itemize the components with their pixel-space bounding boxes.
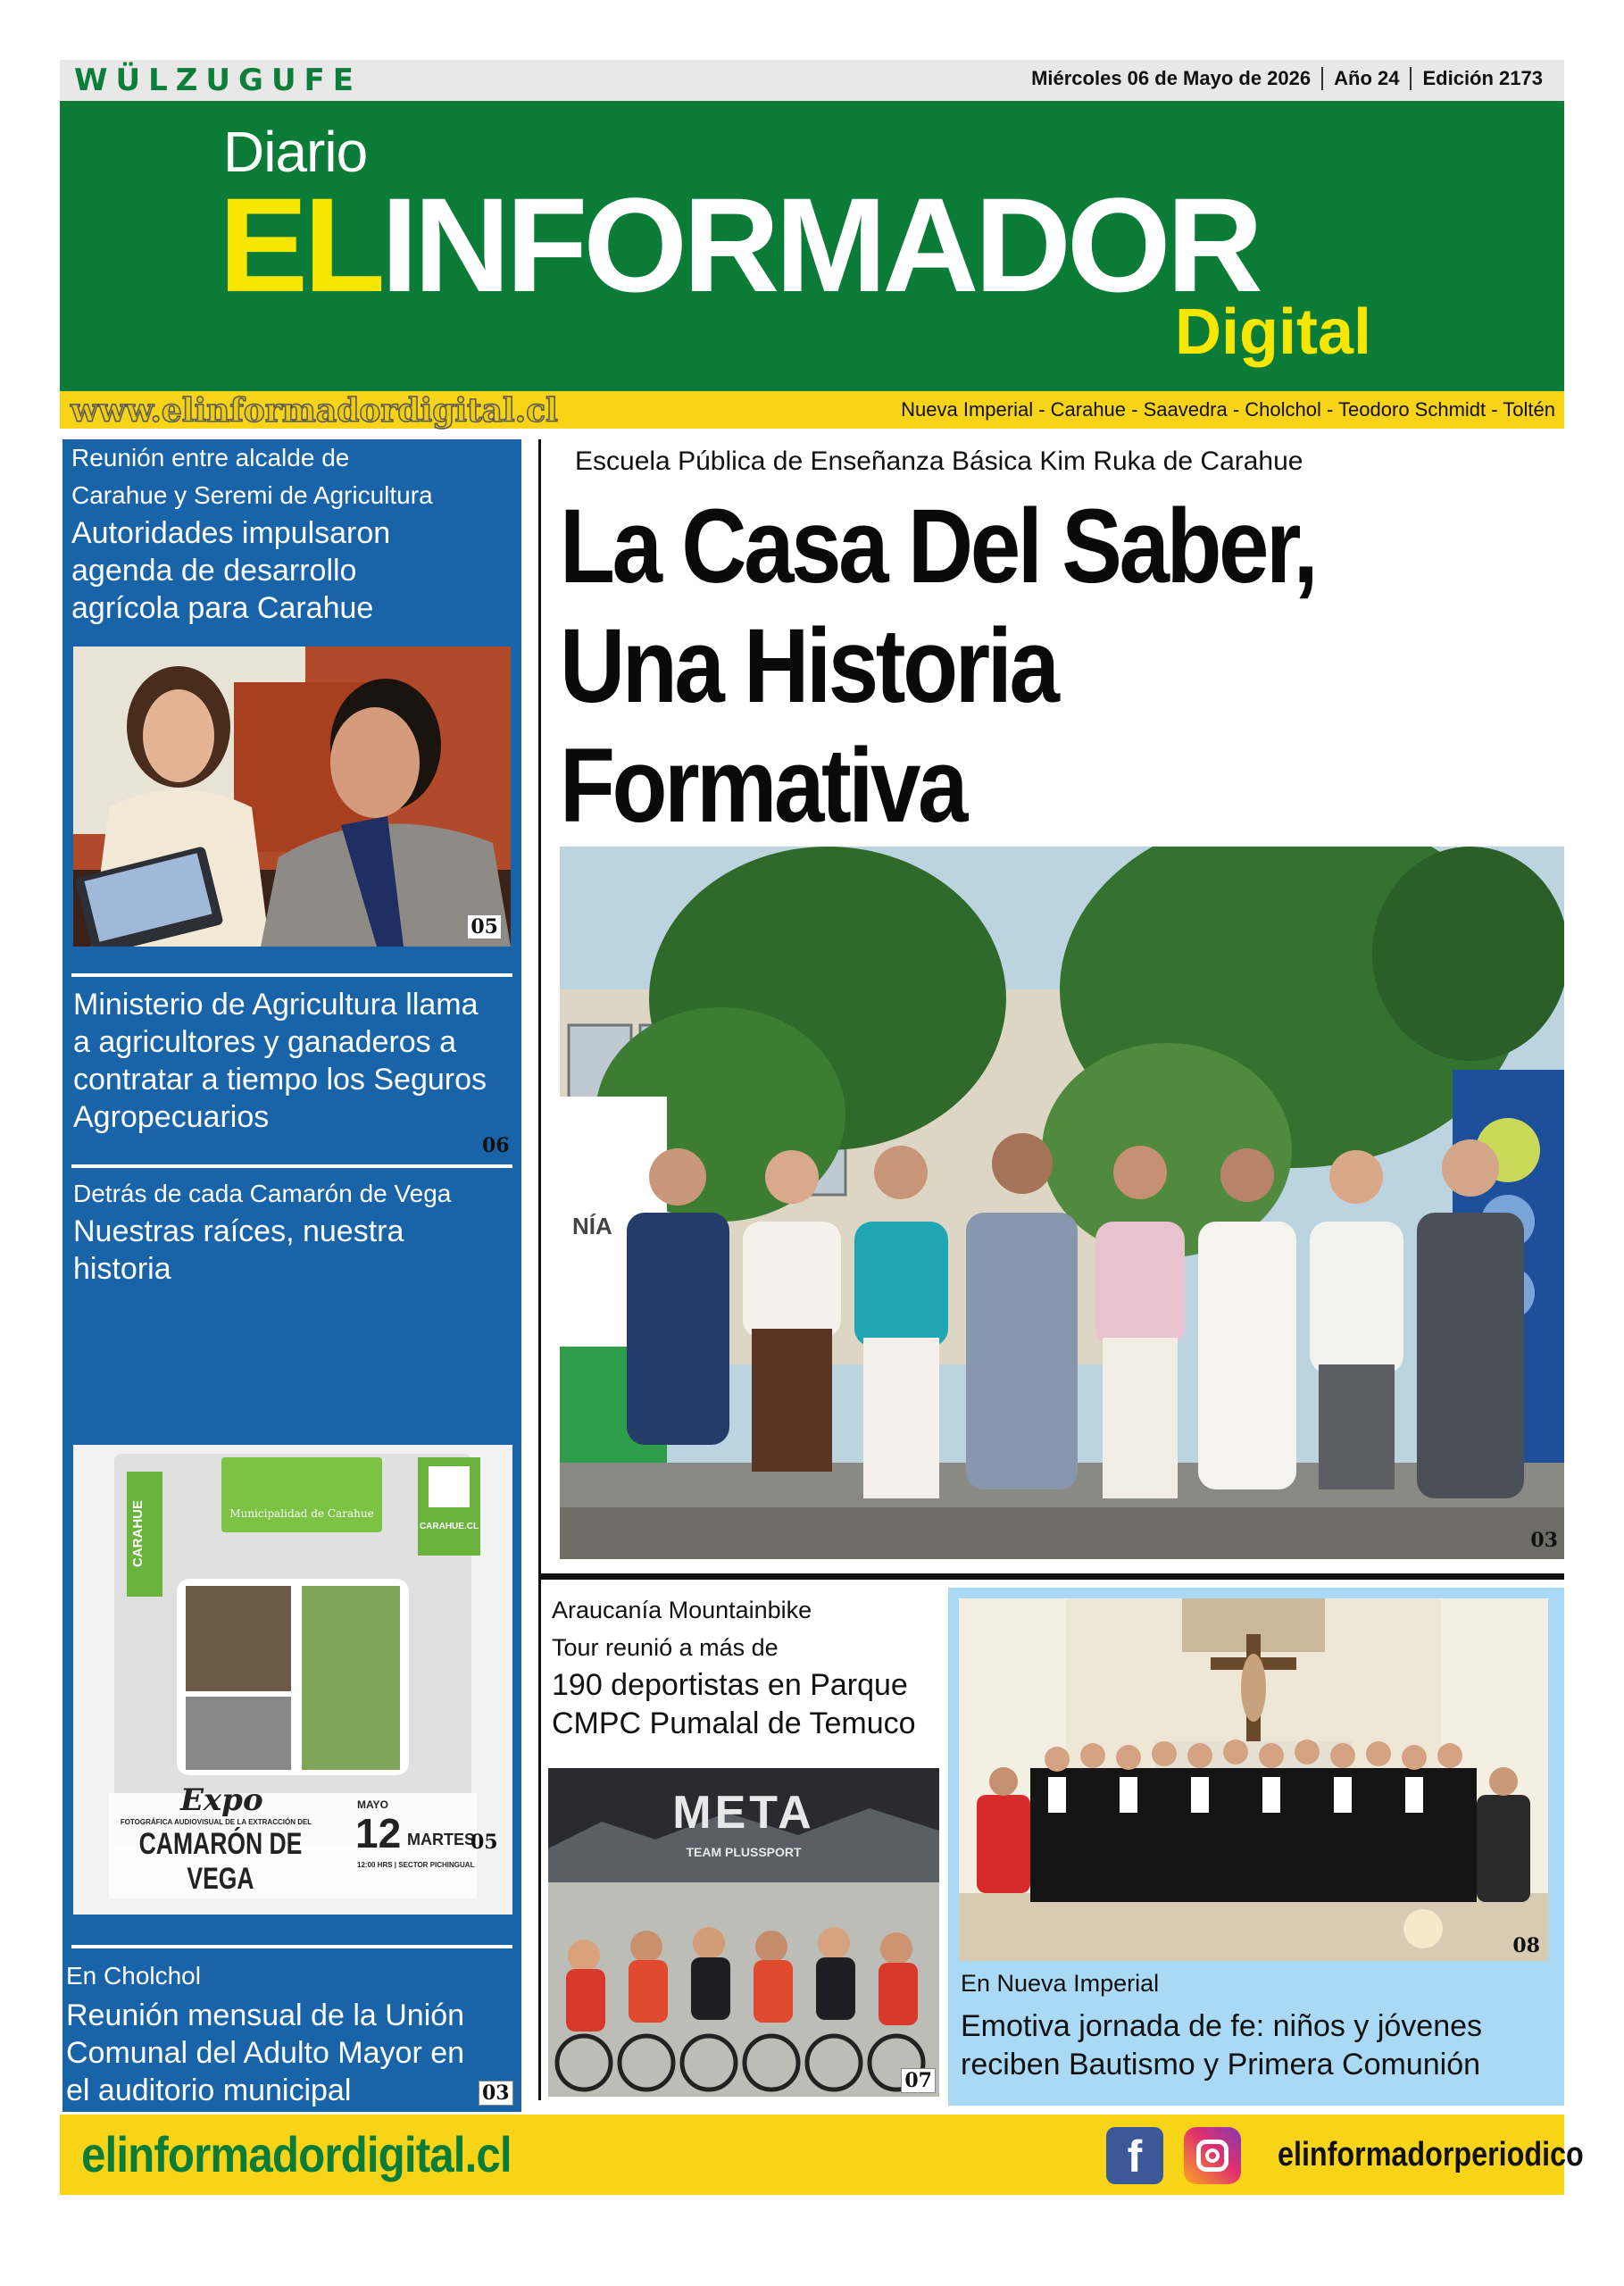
- story2-headline-line: contratar a tiempo los Seguros: [73, 1063, 487, 1097]
- story1-headline-line: agenda de desarrollo: [71, 554, 357, 588]
- story3-page-number: 05: [471, 1831, 498, 1854]
- story1-kicker-line: Reunión entre alcalde de: [71, 444, 350, 471]
- poster-expo: Expo: [180, 1782, 263, 1818]
- instagram-icon[interactable]: [1184, 2127, 1241, 2184]
- masthead-topbar: [60, 60, 1564, 101]
- imperial-story[interactable]: [948, 1588, 1564, 2106]
- story3-kicker: Detrás de cada Camarón de Vega: [73, 1180, 452, 1207]
- url-bar: [60, 391, 1564, 429]
- story2-headline-line: Ministerio de Agricultura llama: [73, 988, 479, 1022]
- poster-side-label: CARAHUE: [130, 1500, 146, 1568]
- araucania-banner-brand: META: [672, 1787, 815, 1839]
- imperial-page-number: 08: [1512, 1934, 1540, 1957]
- poster-weekday: MARTES: [407, 1831, 475, 1848]
- araucania-story[interactable]: [543, 1588, 943, 2106]
- brand-informador: INFORMADOR: [380, 170, 1259, 320]
- divider: [71, 1164, 512, 1168]
- imperial-headline-line: reciben Bautismo y Primera Comunión: [961, 2048, 1481, 2082]
- main-page-number: 03: [1530, 1529, 1558, 1552]
- araucania-kicker-line: Araucanía Mountainbike: [552, 1597, 812, 1623]
- imperial-headline: [961, 2007, 1482, 2084]
- imperial-kicker: En Nueva Imperial: [961, 1970, 1160, 1997]
- towns-list: Nueva Imperial - Carahue - Saavedra - Cholchol - Teodoro Schmidt - Toltén: [901, 398, 1555, 421]
- story1-page-number: 05: [467, 914, 502, 939]
- issue-info: [1020, 67, 1553, 90]
- imperial-headline-line: Emotiva jornada de fe: niños y jóvenes: [961, 2009, 1483, 2043]
- masthead-tag: WÜLZUGUFE: [74, 63, 362, 98]
- brand-diario: Diario: [223, 120, 368, 184]
- story4-headline[interactable]: [66, 1997, 464, 2109]
- araucania-headline-line: CMPC Pumalal de Temuco: [552, 1706, 916, 1740]
- camaron-poster[interactable]: [73, 1445, 512, 1915]
- story4-kicker: En Cholchol: [66, 1962, 201, 1990]
- main-banner-text: NÍA: [572, 1213, 612, 1239]
- masthead-banner: [60, 101, 1564, 391]
- poster-subtitle: FOTOGRÁFICA AUDIOVISUAL DE LA EXTRACCIÓN DEL: [120, 1818, 312, 1826]
- story1-headline[interactable]: [71, 514, 390, 627]
- main-kicker: Escuela Pública de Enseñanza Básica Kim Ruka de Carahue: [575, 446, 1303, 476]
- story3-headline[interactable]: [73, 1213, 404, 1288]
- footer: [60, 2115, 1584, 2195]
- poster-title: CAMARÓN DE VEGA: [138, 1827, 303, 1896]
- story2-headline-line: a agricultores y ganaderos a: [73, 1025, 457, 1059]
- issue-year: Año 24: [1321, 67, 1410, 90]
- araucania-kicker: [552, 1591, 812, 1666]
- araucania-page-number: 07: [901, 2068, 936, 2093]
- brand-logo: [219, 170, 1259, 320]
- brand-digital: Digital: [1175, 296, 1372, 368]
- footer-url-link[interactable]: elinformadordigital.cl: [81, 2126, 512, 2182]
- section-divider: [538, 1573, 1564, 1580]
- issue-edition: Edición 2173: [1410, 67, 1553, 90]
- araucania-headline: [552, 1666, 916, 1743]
- left-column: [62, 439, 521, 2112]
- brand-el: EL: [219, 170, 381, 320]
- story1-headline-line: agrícola para Carahue: [71, 591, 374, 625]
- story1-kicker-line: Carahue y Seremi de Agricultura: [71, 481, 433, 509]
- imperial-photo[interactable]: [959, 1598, 1548, 1961]
- poster-qr-label: CARAHUE.CL: [419, 1522, 479, 1531]
- poster-day: 12: [355, 1810, 402, 1856]
- story2-headline[interactable]: [73, 986, 487, 1136]
- story1-photo[interactable]: [73, 647, 511, 947]
- site-url-link[interactable]: www.elinformadordigital.cl: [71, 392, 558, 430]
- poster-municipality: Municipalidad de Carahue: [229, 1507, 374, 1520]
- main-title-line: La Casa Del Saber,: [560, 488, 1316, 605]
- column-rule: [538, 439, 541, 2100]
- poster-details: 12:00 HRS | SECTOR PICHINGUAL: [357, 1861, 475, 1869]
- araucania-photo[interactable]: [548, 1768, 939, 2097]
- araucania-banner-sub: TEAM PLUSSPORT: [686, 1845, 802, 1859]
- story4-page-number: 03: [479, 2081, 513, 2106]
- poster-month: MAYO: [357, 1798, 388, 1811]
- story1-kicker: [71, 439, 433, 514]
- main-photo[interactable]: [560, 847, 1564, 1559]
- story4-headline-line: Comunal del Adulto Mayor en: [66, 2036, 465, 2070]
- story1-headline-line: Autoridades impulsaron: [71, 516, 391, 550]
- facebook-icon[interactable]: f: [1106, 2127, 1163, 2184]
- divider: [71, 973, 512, 977]
- story4-headline-line: Reunión mensual de la Unión: [66, 1998, 465, 2032]
- story2-page-number: 06: [482, 1134, 510, 1157]
- issue-date: Miércoles 06 de Mayo de 2026: [1031, 67, 1312, 89]
- araucania-headline-line: 190 deportistas en Parque: [552, 1668, 908, 1702]
- story3-headline-line: Nuestras raíces, nuestra: [73, 1214, 404, 1248]
- story4-headline-line: el auditorio municipal: [66, 2073, 352, 2107]
- story2-headline-line: Agropecuarios: [73, 1100, 270, 1134]
- social-handle[interactable]: elinformadorperiodico: [1278, 2136, 1584, 2173]
- story3-headline-line: historia: [73, 1252, 171, 1286]
- divider: [71, 1945, 512, 1948]
- araucania-kicker-line: Tour reunió a más de: [552, 1634, 779, 1661]
- main-title-line: Una Historia Formativa: [560, 607, 1057, 845]
